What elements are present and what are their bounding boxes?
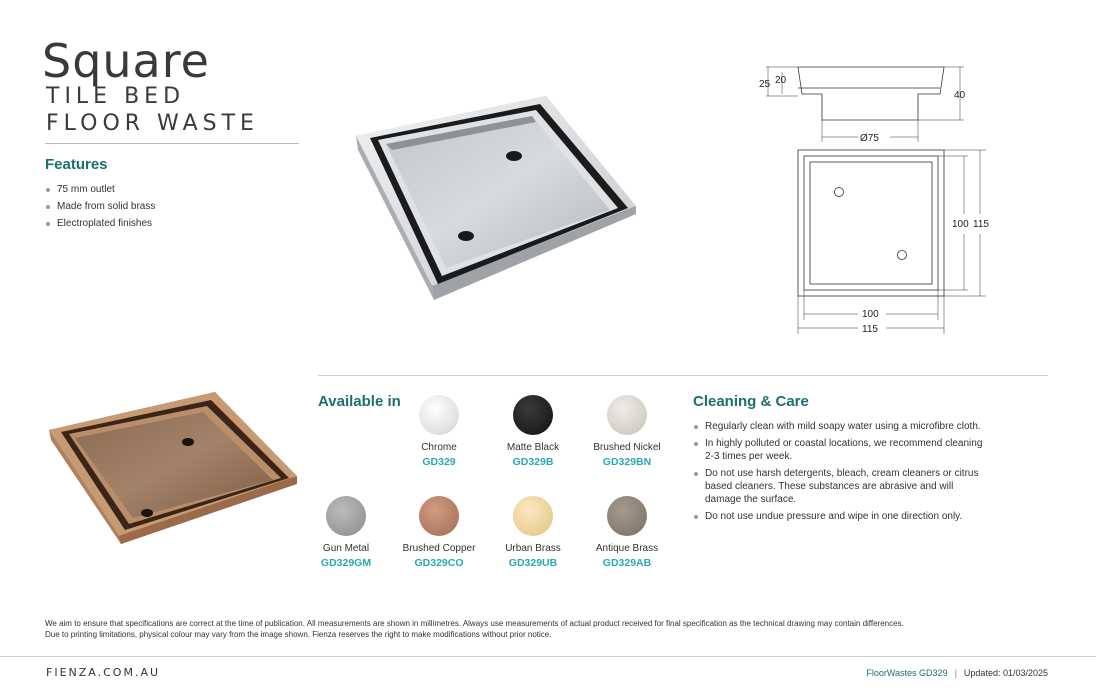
care-heading: Cleaning & Care [693,393,809,410]
product-image-chrome [348,88,640,303]
finish-name: Gun Metal [322,543,370,554]
dim-115-vertical: 115 [973,219,989,230]
features-list [46,184,155,235]
disclaimer-line2: Due to printing limitations, physical colour may vary from the image shown. Fienza reserves the right to make modifications without prior notice. [45,630,552,639]
dim-25: 25 [759,79,771,90]
finish-name: Matte Black [506,442,560,453]
updated-date: Updated: 01/03/2025 [963,668,1048,678]
disclaimer [45,618,1045,640]
swatch-antique-brass [607,496,647,536]
swatch-matte-black [513,395,553,435]
finish-name: Urban Brass [505,543,561,554]
footer-meta [866,668,1048,678]
disclaimer-line1: We aim to ensure that specifications are correct at the time of publication. All measurements are shown in millimetres. Always use measurements of actual product received for final specification as the technical drawing may contain differences. [45,619,904,628]
technical-drawing [754,58,994,340]
finish-name: Brushed Copper [402,543,476,554]
product-code: FloorWastes GD329 [866,668,948,678]
feature-item: Made from solid brass [46,201,155,218]
finish-code: GD329GM [320,557,372,569]
swatch-chrome [419,395,459,435]
finish-code: GD329BN [602,456,652,468]
finish-brushed-nickel [572,395,682,469]
dim-100-vertical: 100 [952,219,969,230]
care-item: Regularly clean with mild soapy water using a microfibre cloth. [694,420,984,433]
swatch-urban-brass [513,496,553,536]
dim-100-horizontal: 100 [862,309,879,320]
section-divider [318,375,1048,376]
dim-115-horizontal: 115 [862,324,878,335]
care-item: Do not use harsh detergents, bleach, cream cleaners or citrus based cleaners. These substances are abrasive and will damage the surface. [694,467,984,506]
dim-40: 40 [954,90,966,101]
finish-name: Chrome [421,442,457,453]
swatch-brushed-nickel [607,395,647,435]
dim-75: Ø75 [860,133,879,144]
finish-code: GD329 [422,456,456,468]
footer-separator: | [954,668,957,678]
product-subtitle-line1: TILE BED [46,84,186,109]
dim-20: 20 [775,75,787,86]
swatch-gun-metal [326,496,366,536]
swatch-brushed-copper [419,496,459,536]
care-list [694,420,984,527]
care-item: In highly polluted or coastal locations, we recommend cleaning 2-3 times per week. [694,437,984,463]
feature-item: 75 mm outlet [46,184,155,201]
feature-item: Electroplated finishes [46,218,155,235]
footer-divider [0,656,1096,657]
footer-website-link[interactable]: FIENZA.COM.AU [46,666,161,679]
product-title: Square [42,34,210,88]
product-subtitle-line2: FLOOR WASTE [46,111,259,136]
finish-code: GD329CO [414,557,464,569]
title-divider [45,143,299,144]
finish-name: Antique Brass [595,543,659,554]
finish-code: GD329UB [508,557,558,569]
product-image-copper [45,386,301,546]
finish-antique-brass [572,496,682,570]
available-heading: Available in [318,393,401,410]
finish-name: Brushed Nickel [593,442,661,453]
care-item: Do not use undue pressure and wipe in one direction only. [694,510,984,523]
finish-code: GD329AB [602,557,652,569]
finish-code: GD329B [512,456,554,468]
features-heading: Features [45,156,108,173]
